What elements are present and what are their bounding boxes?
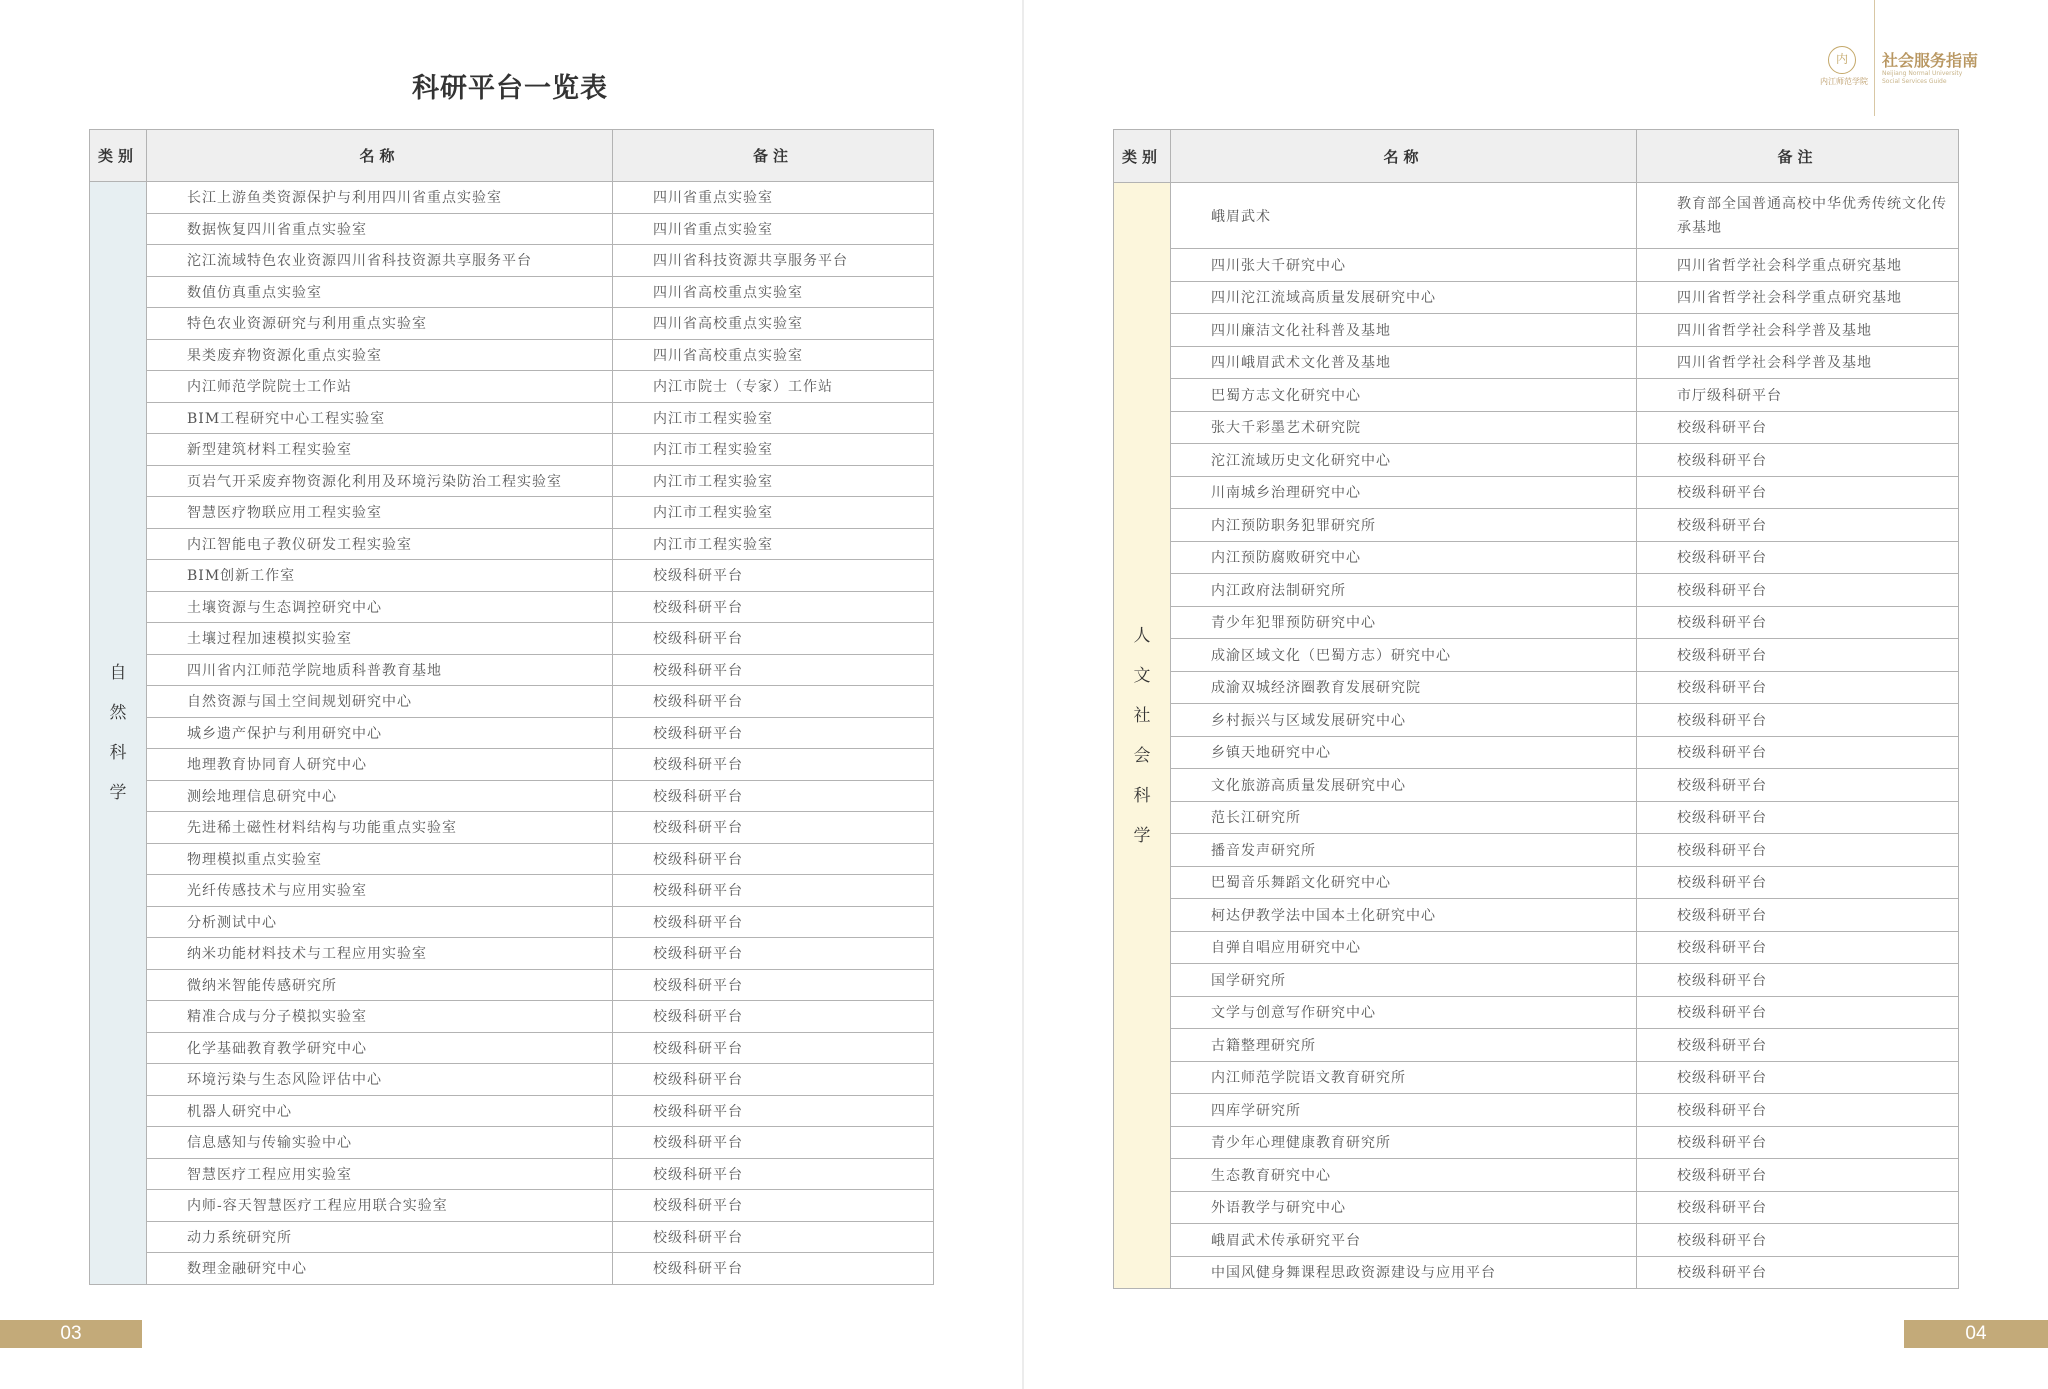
platform-remark-cell: 校级科研平台 [1637, 996, 1959, 1029]
platform-name-cell: 土壤过程加速模拟实验室 [147, 623, 613, 655]
platform-remark-cell: 内江市工程实验室 [613, 528, 934, 560]
platform-remark-cell: 校级科研平台 [1637, 574, 1959, 607]
table-row [1114, 281, 1959, 314]
platform-name-cell: 特色农业资源研究与利用重点实验室 [147, 308, 613, 340]
platform-remark-cell: 四川省高校重点实验室 [613, 339, 934, 371]
platform-name-cell: 青少年心理健康教育研究所 [1171, 1126, 1637, 1159]
platform-remark-cell: 校级科研平台 [1637, 1256, 1959, 1289]
platform-name-cell: 内师-容天智慧医疗工程应用联合实验室 [147, 1190, 613, 1222]
platform-remark-cell: 四川省高校重点实验室 [613, 308, 934, 340]
table-row [90, 560, 934, 592]
platform-remark-cell: 校级科研平台 [1637, 1224, 1959, 1257]
school-emblem-icon: 内 [1828, 46, 1856, 74]
platform-remark-cell: 校级科研平台 [1637, 1094, 1959, 1127]
table-row [90, 812, 934, 844]
platform-name-cell: 机器人研究中心 [147, 1095, 613, 1127]
table-row [90, 938, 934, 970]
platform-name-cell: BIM工程研究中心工程实验室 [147, 402, 613, 434]
platform-remark-cell: 市厅级科研平台 [1637, 379, 1959, 412]
table-row [1114, 866, 1959, 899]
platform-name-cell: 外语教学与研究中心 [1171, 1191, 1637, 1224]
category-label: 人文社会科学 [1133, 625, 1151, 846]
platform-name-cell: 智慧医疗工程应用实验室 [147, 1158, 613, 1190]
header-remark: 备注 [613, 130, 934, 182]
table-row [90, 1095, 934, 1127]
platform-name-cell: 四川廉洁文化社科普及基地 [1171, 314, 1637, 347]
table-row [90, 339, 934, 371]
platform-remark-cell: 校级科研平台 [1637, 671, 1959, 704]
platform-name-cell: 峨眉武术 [1171, 183, 1637, 249]
platform-name-cell: 文学与创意写作研究中心 [1171, 996, 1637, 1029]
table-row [90, 1127, 934, 1159]
table-row [1114, 183, 1959, 249]
table-row [1114, 639, 1959, 672]
platform-name-cell: 柯达伊教学法中国本土化研究中心 [1171, 899, 1637, 932]
platform-name-cell: 化学基础教育教学研究中心 [147, 1032, 613, 1064]
guide-subtitle [1882, 70, 1962, 86]
table-row [1114, 314, 1959, 347]
page-title: 科研平台一览表 [412, 73, 608, 104]
header-category: 类别 [1114, 130, 1171, 183]
platform-remark-cell: 校级科研平台 [613, 812, 934, 844]
platform-remark-cell: 校级科研平台 [613, 654, 934, 686]
table-row [90, 213, 934, 245]
platform-remark-cell: 校级科研平台 [613, 1127, 934, 1159]
platform-remark-cell: 四川省重点实验室 [613, 213, 934, 245]
platform-name-cell: 光纤传感技术与应用实验室 [147, 875, 613, 907]
platform-name-cell: 微纳米智能传感研究所 [147, 969, 613, 1001]
table-row [90, 497, 934, 529]
platform-name-cell: 范长江研究所 [1171, 801, 1637, 834]
platform-remark-cell: 校级科研平台 [613, 938, 934, 970]
table-row [90, 308, 934, 340]
table-row [1114, 996, 1959, 1029]
table-row [1114, 931, 1959, 964]
platform-name-cell: 乡镇天地研究中心 [1171, 736, 1637, 769]
platform-remark-cell: 校级科研平台 [1637, 1126, 1959, 1159]
platform-remark-cell: 校级科研平台 [1637, 964, 1959, 997]
header-name: 名称 [147, 130, 613, 182]
platform-remark-cell: 校级科研平台 [1637, 1191, 1959, 1224]
table-body [90, 182, 934, 1285]
platform-remark-cell: 四川省重点实验室 [613, 182, 934, 214]
table-row [90, 1190, 934, 1222]
table-row [90, 906, 934, 938]
table-row [90, 371, 934, 403]
platform-remark-cell: 校级科研平台 [1637, 1061, 1959, 1094]
platform-name-cell: 数据恢复四川省重点实验室 [147, 213, 613, 245]
table-row [1114, 541, 1959, 574]
table-header-row [1114, 130, 1959, 183]
table-row [1114, 379, 1959, 412]
page-number: 04 [1904, 1320, 2048, 1348]
platform-remark-cell: 校级科研平台 [1637, 899, 1959, 932]
page-number: 03 [0, 1320, 142, 1348]
platform-remark-cell: 校级科研平台 [613, 1032, 934, 1064]
header-name: 名称 [1171, 130, 1637, 183]
platform-name-cell: 内江师范学院语文教育研究所 [1171, 1061, 1637, 1094]
platform-remark-cell: 校级科研平台 [1637, 541, 1959, 574]
platform-remark-cell: 校级科研平台 [1637, 931, 1959, 964]
table-row [90, 276, 934, 308]
platform-remark-cell: 校级科研平台 [613, 686, 934, 718]
platform-name-cell: 测绘地理信息研究中心 [147, 780, 613, 812]
platform-name-cell: 巴蜀音乐舞蹈文化研究中心 [1171, 866, 1637, 899]
platform-name-cell: 动力系统研究所 [147, 1221, 613, 1253]
table-row [1114, 834, 1959, 867]
platform-remark-cell: 四川省哲学社会科学重点研究基地 [1637, 249, 1959, 282]
table-row [1114, 801, 1959, 834]
platform-remark-cell: 校级科研平台 [1637, 866, 1959, 899]
platform-name-cell: 中国风健身舞课程思政资源建设与应用平台 [1171, 1256, 1637, 1289]
table-row [90, 749, 934, 781]
platform-name-cell: 数值仿真重点实验室 [147, 276, 613, 308]
platform-remark-cell: 校级科研平台 [1637, 606, 1959, 639]
platform-remark-cell: 校级科研平台 [1637, 1159, 1959, 1192]
platform-remark-cell: 四川省哲学社会科学重点研究基地 [1637, 281, 1959, 314]
platform-remark-cell: 四川省哲学社会科学普及基地 [1637, 314, 1959, 347]
school-name: 内江师范学院 [1820, 77, 1868, 86]
platform-remark-cell: 内江市工程实验室 [613, 465, 934, 497]
platform-name-cell: 果类废弃物资源化重点实验室 [147, 339, 613, 371]
table-row [90, 182, 934, 214]
platform-name-cell: 播音发声研究所 [1171, 834, 1637, 867]
table-row [90, 528, 934, 560]
table-row [1114, 899, 1959, 932]
platform-remark-cell: 内江市工程实验室 [613, 434, 934, 466]
platform-remark-cell: 校级科研平台 [1637, 476, 1959, 509]
table-header-row [90, 130, 934, 182]
platform-name-cell: 自然资源与国土空间规划研究中心 [147, 686, 613, 718]
platform-name-cell: 张大千彩墨艺术研究院 [1171, 411, 1637, 444]
platform-name-cell: 页岩气开采废弃物资源化利用及环境污染防治工程实验室 [147, 465, 613, 497]
guide-title: 社会服务指南 [1882, 51, 1979, 70]
platform-remark-cell: 校级科研平台 [613, 969, 934, 1001]
platform-remark-cell: 校级科研平台 [613, 560, 934, 592]
table-row [1114, 1159, 1959, 1192]
platform-remark-cell: 校级科研平台 [613, 780, 934, 812]
table-row [90, 1253, 934, 1285]
table-row [1114, 1191, 1959, 1224]
platform-name-cell: 沱江流域历史文化研究中心 [1171, 444, 1637, 477]
table-row [90, 434, 934, 466]
table-row [1114, 1126, 1959, 1159]
table-row [90, 465, 934, 497]
platform-remark-cell: 校级科研平台 [613, 1158, 934, 1190]
table-row [90, 717, 934, 749]
platform-name-cell: 四库学研究所 [1171, 1094, 1637, 1127]
platform-remark-cell: 校级科研平台 [613, 1001, 934, 1033]
platform-remark-cell: 内江市院士（专家）工作站 [613, 371, 934, 403]
table-row [90, 969, 934, 1001]
category-cell [90, 182, 147, 1285]
platform-name-cell: 自弹自唱应用研究中心 [1171, 931, 1637, 964]
guide-logo [1820, 36, 1980, 96]
table-row [1114, 1029, 1959, 1062]
category-cell [1114, 183, 1171, 1289]
platform-remark-cell: 校级科研平台 [613, 875, 934, 907]
platform-remark-cell: 校级科研平台 [1637, 411, 1959, 444]
platform-remark-cell: 校级科研平台 [613, 1221, 934, 1253]
table-row [1114, 704, 1959, 737]
table-row [1114, 606, 1959, 639]
platform-name-cell: 四川张大千研究中心 [1171, 249, 1637, 282]
platform-name-cell: 峨眉武术传承研究平台 [1171, 1224, 1637, 1257]
platform-name-cell: 内江预防职务犯罪研究所 [1171, 509, 1637, 542]
platform-name-cell: 四川沱江流域高质量发展研究中心 [1171, 281, 1637, 314]
platform-remark-cell: 校级科研平台 [613, 843, 934, 875]
platform-name-cell: 巴蜀方志文化研究中心 [1171, 379, 1637, 412]
category-label: 自然科学 [109, 662, 127, 803]
platform-remark-cell: 校级科研平台 [1637, 1029, 1959, 1062]
platform-remark-cell: 校级科研平台 [1637, 801, 1959, 834]
platform-remark-cell: 校级科研平台 [613, 906, 934, 938]
table-row [90, 1158, 934, 1190]
platform-name-cell: 内江师范学院院士工作站 [147, 371, 613, 403]
table-row [90, 1032, 934, 1064]
platform-table-humanities [1113, 129, 1959, 1289]
platform-name-cell: 乡村振兴与区域发展研究中心 [1171, 704, 1637, 737]
header-category: 类别 [90, 130, 147, 182]
platform-remark-cell: 校级科研平台 [613, 591, 934, 623]
table-row [90, 780, 934, 812]
table-row [90, 875, 934, 907]
table-row [1114, 574, 1959, 607]
platform-name-cell: 物理模拟重点实验室 [147, 843, 613, 875]
platform-name-cell: 信息感知与传输实验中心 [147, 1127, 613, 1159]
platform-name-cell: 智慧医疗物联应用工程实验室 [147, 497, 613, 529]
platform-table-natural-science [89, 129, 934, 1285]
platform-remark-cell: 教育部全国普通高校中华优秀传统文化传承基地 [1637, 183, 1959, 249]
guide-subtitle-line-2: Social Services Guide [1882, 78, 1947, 85]
table-row [90, 843, 934, 875]
platform-name-cell: 内江预防腐败研究中心 [1171, 541, 1637, 574]
platform-remark-cell: 校级科研平台 [1637, 769, 1959, 802]
table-row [90, 686, 934, 718]
platform-name-cell: 国学研究所 [1171, 964, 1637, 997]
header-remark: 备注 [1637, 130, 1959, 183]
platform-remark-cell: 校级科研平台 [1637, 834, 1959, 867]
table-row [1114, 476, 1959, 509]
table-row [1114, 769, 1959, 802]
platform-name-cell: 古籍整理研究所 [1171, 1029, 1637, 1062]
platform-name-cell: 新型建筑材料工程实验室 [147, 434, 613, 466]
table-row [1114, 964, 1959, 997]
platform-name-cell: 纳米功能材料技术与工程应用实验室 [147, 938, 613, 970]
platform-name-cell: 成渝双城经济圈教育发展研究院 [1171, 671, 1637, 704]
table-row [1114, 671, 1959, 704]
platform-remark-cell: 校级科研平台 [613, 749, 934, 781]
platform-name-cell: 城乡遗产保护与利用研究中心 [147, 717, 613, 749]
platform-name-cell: 四川峨眉武术文化普及基地 [1171, 346, 1637, 379]
table-row [90, 1001, 934, 1033]
table-row [90, 245, 934, 277]
platform-name-cell: 环境污染与生态风险评估中心 [147, 1064, 613, 1096]
table-row [1114, 1256, 1959, 1289]
table-row [1114, 249, 1959, 282]
platform-remark-cell: 四川省哲学社会科学普及基地 [1637, 346, 1959, 379]
platform-remark-cell: 校级科研平台 [1637, 736, 1959, 769]
platform-name-cell: 长江上游鱼类资源保护与利用四川省重点实验室 [147, 182, 613, 214]
page-divider [1022, 0, 1024, 1389]
table-row [1114, 411, 1959, 444]
platform-name-cell: 分析测试中心 [147, 906, 613, 938]
platform-remark-cell: 校级科研平台 [1637, 704, 1959, 737]
platform-name-cell: 成渝区域文化（巴蜀方志）研究中心 [1171, 639, 1637, 672]
table-row [1114, 736, 1959, 769]
platform-remark-cell: 校级科研平台 [613, 623, 934, 655]
table-row [90, 623, 934, 655]
table-row [1114, 509, 1959, 542]
table-row [1114, 1224, 1959, 1257]
table-row [90, 402, 934, 434]
logo-divider [1874, 0, 1875, 116]
platform-remark-cell: 校级科研平台 [1637, 509, 1959, 542]
platform-name-cell: 地理教育协同育人研究中心 [147, 749, 613, 781]
platform-remark-cell: 校级科研平台 [613, 1190, 934, 1222]
guide-subtitle-line-1: Neijiang Normal University [1882, 70, 1963, 77]
platform-name-cell: 内江智能电子教仪研发工程实验室 [147, 528, 613, 560]
platform-remark-cell: 校级科研平台 [1637, 639, 1959, 672]
platform-name-cell: 土壤资源与生态调控研究中心 [147, 591, 613, 623]
platform-remark-cell: 校级科研平台 [613, 1253, 934, 1285]
platform-name-cell: 生态教育研究中心 [1171, 1159, 1637, 1192]
platform-name-cell: 青少年犯罪预防研究中心 [1171, 606, 1637, 639]
platform-name-cell: 沱江流域特色农业资源四川省科技资源共享服务平台 [147, 245, 613, 277]
platform-name-cell: 内江政府法制研究所 [1171, 574, 1637, 607]
platform-remark-cell: 校级科研平台 [613, 1064, 934, 1096]
table-row [90, 1064, 934, 1096]
table-row [90, 654, 934, 686]
table-row [1114, 1061, 1959, 1094]
table-row [90, 1221, 934, 1253]
platform-remark-cell: 四川省高校重点实验室 [613, 276, 934, 308]
platform-name-cell: 先进稀土磁性材料结构与功能重点实验室 [147, 812, 613, 844]
table-row [1114, 1094, 1959, 1127]
platform-remark-cell: 校级科研平台 [613, 1095, 934, 1127]
platform-remark-cell: 内江市工程实验室 [613, 402, 934, 434]
platform-remark-cell: 四川省科技资源共享服务平台 [613, 245, 934, 277]
table-body [1114, 183, 1959, 1289]
table-row [1114, 444, 1959, 477]
platform-remark-cell: 校级科研平台 [1637, 444, 1959, 477]
platform-name-cell: BIM创新工作室 [147, 560, 613, 592]
platform-name-cell: 川南城乡治理研究中心 [1171, 476, 1637, 509]
platform-name-cell: 文化旅游高质量发展研究中心 [1171, 769, 1637, 802]
platform-remark-cell: 内江市工程实验室 [613, 497, 934, 529]
table-row [90, 591, 934, 623]
platform-name-cell: 数理金融研究中心 [147, 1253, 613, 1285]
table-row [1114, 346, 1959, 379]
platform-name-cell: 四川省内江师范学院地质科普教育基地 [147, 654, 613, 686]
platform-name-cell: 精准合成与分子模拟实验室 [147, 1001, 613, 1033]
platform-remark-cell: 校级科研平台 [613, 717, 934, 749]
